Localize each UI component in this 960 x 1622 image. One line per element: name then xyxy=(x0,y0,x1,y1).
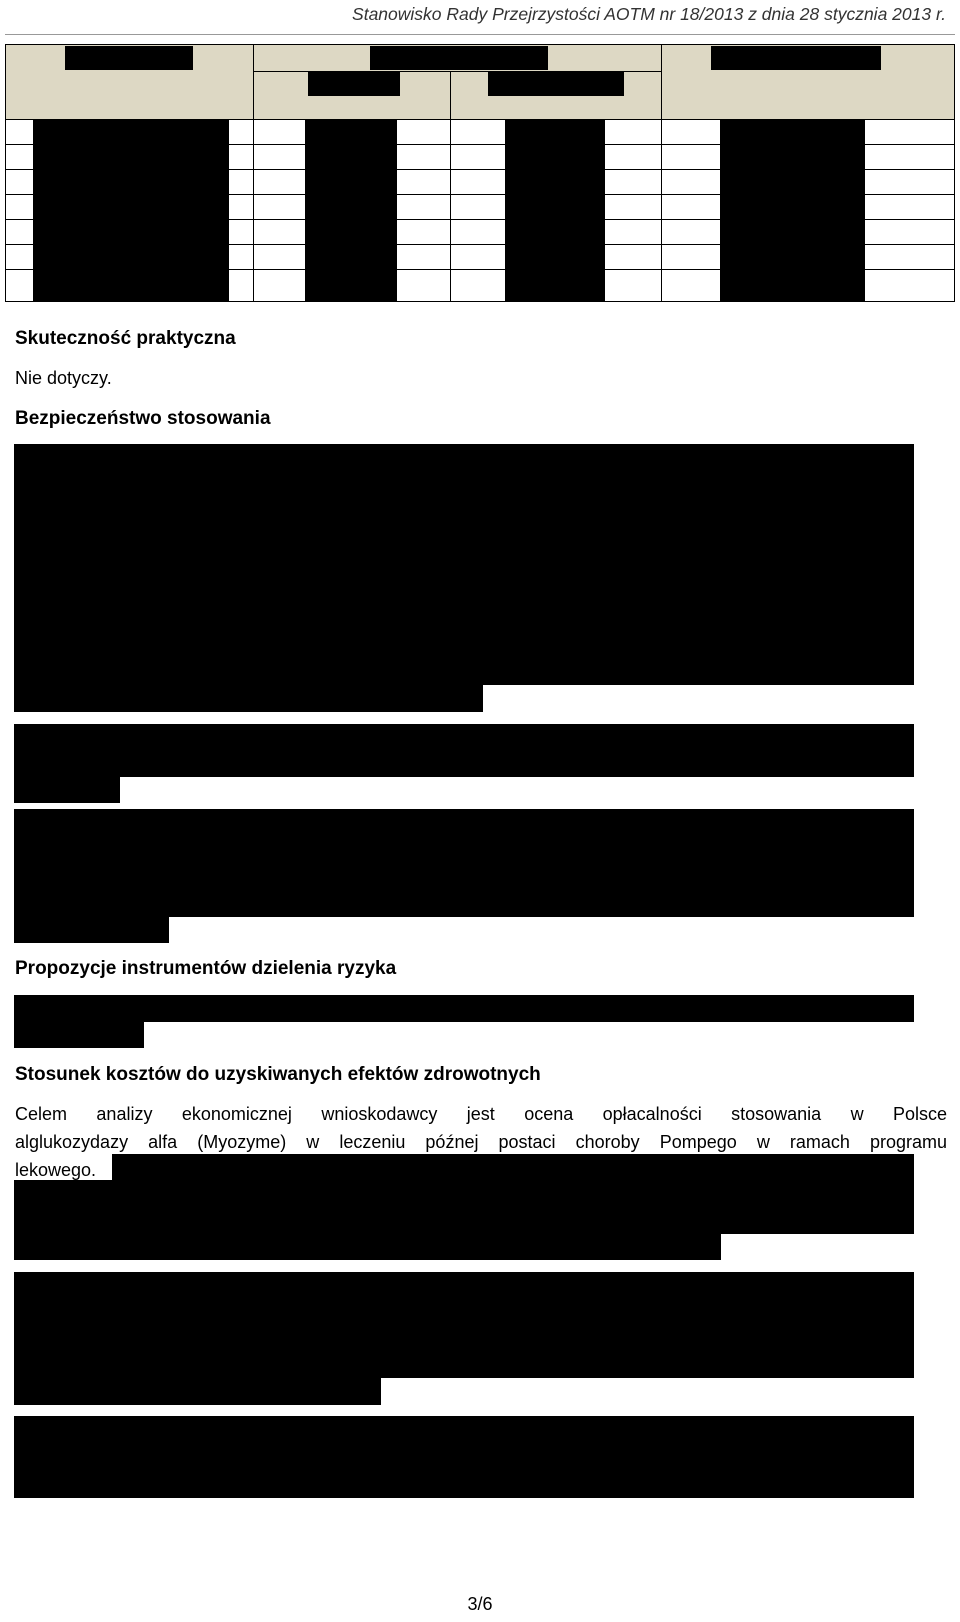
redacted-header-cell xyxy=(308,72,400,96)
redacted-paragraph xyxy=(14,685,483,712)
table-border xyxy=(5,44,6,302)
section-heading-cost-effectiveness: Stosunek kosztów do uzyskiwanych efektów zdrowotnych xyxy=(15,1064,541,1085)
redacted-paragraph xyxy=(14,995,914,1022)
redacted-paragraph xyxy=(14,1416,914,1498)
redacted-paragraph xyxy=(14,1022,144,1048)
section-heading-risk-sharing: Propozycje instrumentów dzielenia ryzyka xyxy=(15,958,397,979)
paragraph-line: Celem analizy ekonomicznej wnioskodawcy jest ocena opłacalności stosowania w Polsce xyxy=(15,1104,947,1124)
table-gridline xyxy=(661,44,662,302)
redacted-paragraph xyxy=(14,917,169,943)
header-divider xyxy=(5,34,955,35)
redacted-paragraph xyxy=(14,1378,381,1405)
page-number: 3/6 xyxy=(467,1594,493,1614)
paragraph-line: alglukozydazy alfa (Myozyme) w leczeniu późnej postaci choroby Pompego w ramach programu xyxy=(15,1132,947,1152)
redacted-paragraph xyxy=(14,809,914,917)
table-row-line xyxy=(5,244,955,245)
table-gridline xyxy=(5,119,955,120)
table-border xyxy=(5,301,955,302)
redacted-paragraph xyxy=(14,777,120,803)
redacted-column xyxy=(33,119,229,302)
section-heading-safety: Bezpieczeństwo stosowania xyxy=(15,408,271,429)
table-gridline xyxy=(450,71,451,302)
table-border xyxy=(5,44,955,45)
redacted-column xyxy=(305,119,397,302)
table-row-line xyxy=(5,144,955,145)
redacted-header-cell xyxy=(65,46,193,70)
paragraph-line: lekowego. xyxy=(15,1160,97,1180)
redacted-column xyxy=(505,119,605,302)
redacted-paragraph xyxy=(14,1234,721,1260)
table-gridline xyxy=(253,71,661,72)
redacted-header-cell xyxy=(370,46,548,70)
table-row-line xyxy=(5,194,955,195)
redacted-header-cell xyxy=(488,72,624,96)
redacted-paragraph xyxy=(14,1180,914,1234)
redacted-header-cell xyxy=(711,46,881,70)
practical-effectiveness-text: Nie dotyczy. xyxy=(15,368,112,388)
table-row-line xyxy=(5,169,955,170)
table-row-line xyxy=(5,269,955,270)
redacted-paragraph xyxy=(14,724,914,777)
redacted-table xyxy=(5,44,955,302)
header-title: Stanowisko Rady Przejrzystości AOTM nr 18/2013 z dnia 28 stycznia 2013 r. xyxy=(352,4,946,24)
section-heading-practical-effectiveness: Skuteczność praktyczna xyxy=(15,328,236,349)
redacted-paragraph xyxy=(14,1272,914,1378)
table-border xyxy=(954,44,955,302)
redacted-paragraph xyxy=(112,1154,914,1180)
redacted-column xyxy=(720,119,865,302)
redacted-paragraph xyxy=(14,444,914,685)
table-gridline xyxy=(253,44,254,302)
table-row-line xyxy=(5,219,955,220)
